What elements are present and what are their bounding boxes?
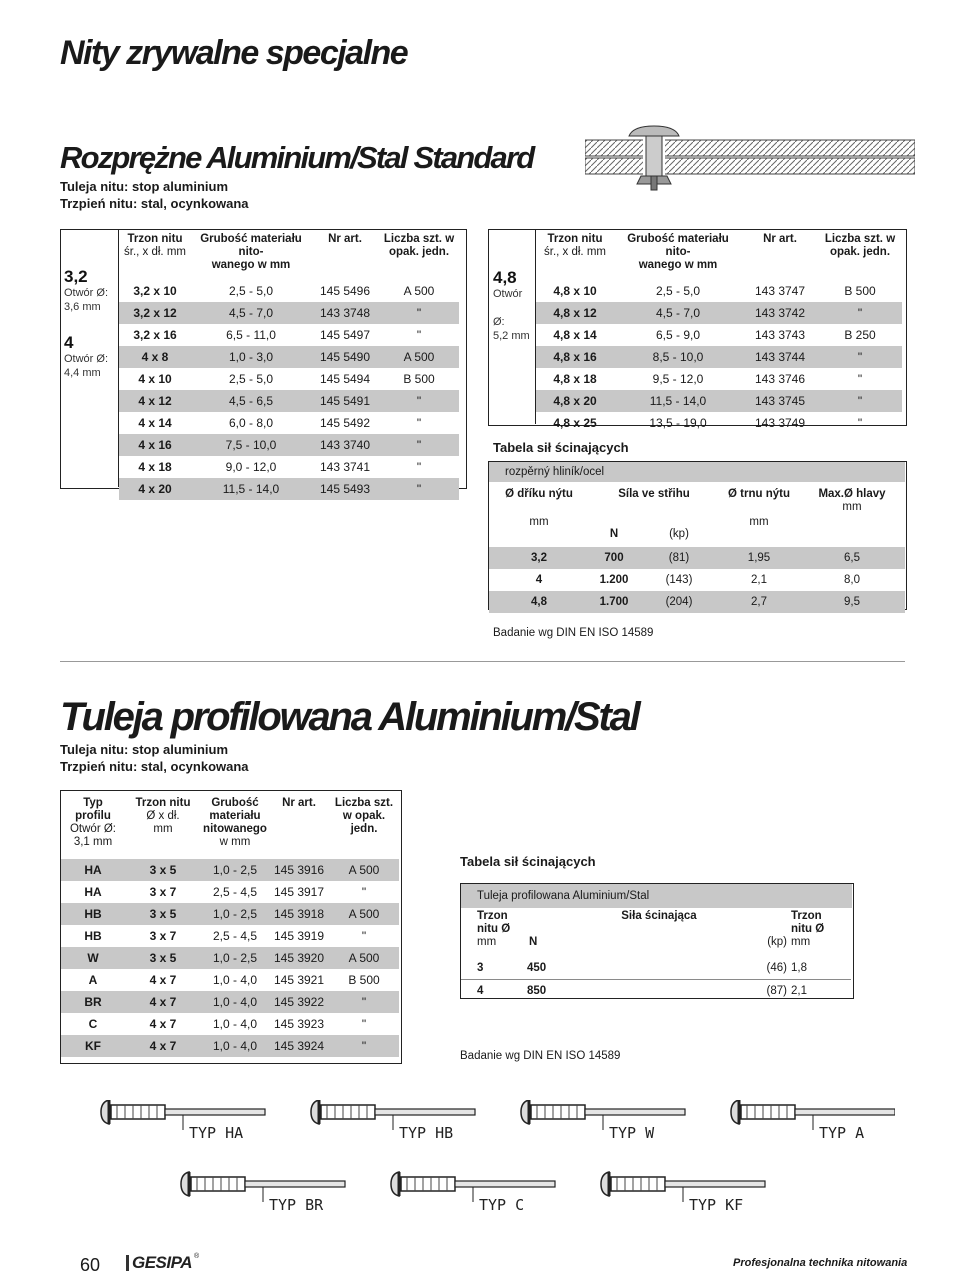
table-row: HA 3 x 5 1,0 - 2,5 145 3916 A 500	[61, 859, 399, 881]
table-row: 4,8 x 10 2,5 - 5,0 143 3747 B 500	[553, 284, 876, 298]
rivet-section-illustration	[585, 124, 915, 199]
rivet-type-label: TYP HB	[399, 1124, 454, 1142]
table-row: HB 3 x 7 2,5 - 4,5 145 3919 "	[84, 929, 367, 943]
right-table: Trzon nitu śr., x dł. mm Grubość materiału nito- wanego w mm Nr art. Liczba szt. w opak. jedn. 4,8 x 10 2,5 - 5,0 143 3747 B 500 4,8 x 12 4,5 - 7,0 143 3742 " 4,8 x 14 6,5 - 9,0 143 3743 B 250 4,8 x 16 8,5 - 10,0 143 3744 " 4,8 x 18 9,5 - 12,0 143 3746 " 4,8 x 20 11,5 - 14,0 143 3745 " 4,8 x 25 13,5 - 19,0 143 3749 "	[536, 233, 902, 434]
section-divider	[60, 661, 905, 662]
table-row: 3,2 x 10 2,5 - 5,0 145 5496 A 500	[133, 284, 435, 298]
shear2-bar: Tuleja profilowana Aluminium/Stal	[477, 890, 650, 902]
rivet-drawing	[731, 1100, 895, 1142]
col-thickness: Grubość materiału nito- wanego w mm	[200, 233, 302, 271]
col-shank: Trzon nitu śr., x dł. mm	[124, 233, 186, 258]
table-row: 3,2 x 16 6,5 - 11,0 145 5497 "	[133, 328, 422, 342]
rivet-drawing	[181, 1172, 345, 1214]
rivet-svg	[95, 1100, 895, 1235]
col-art: Nr art.	[328, 233, 362, 245]
table-row: 4 x 14 6,0 - 8,0 145 5492 "	[138, 416, 422, 430]
table-row: HA 3 x 7 2,5 - 4,5 145 3917 "	[84, 885, 367, 899]
rivet-drawing	[391, 1172, 555, 1214]
table-row: 4,8 x 16 8,5 - 10,0 143 3744 "	[536, 346, 902, 368]
gesipa-logo: GESIPA ®	[126, 1253, 196, 1273]
rivet-type-label: TYP W	[609, 1124, 655, 1142]
table-row: 4,8 x 18 9,5 - 12,0 143 3746 "	[553, 372, 863, 386]
rivet-drawing	[601, 1172, 765, 1214]
table-row: 4,8 x 25 13,5 - 19,0 143 3749 "	[553, 416, 863, 430]
shear-table-title: Tabela sił ścinających	[493, 440, 629, 455]
table-row: HB 3 x 5 1,0 - 2,5 145 3918 A 500	[61, 903, 399, 925]
section2-heading: Tuleja profilowana Aluminium/Stal	[60, 695, 639, 739]
table-row: A 4 x 7 1,0 - 4,0 145 3921 B 500	[88, 973, 380, 987]
page-title: Nity zrywalne specjalne	[60, 34, 408, 72]
left-group-3-2: 3,2 Otwór Ø: 3,6 mm	[64, 267, 109, 313]
section1-sleeve: Tuleja nitu: stop aluminium	[60, 179, 229, 194]
left-table	[119, 233, 459, 500]
shear2-title: Tabela sił ścinających	[460, 854, 596, 869]
rivet-drawing	[311, 1100, 475, 1142]
table-row: 4,8 1.700 (204) 2,7 9,5	[489, 591, 905, 613]
table-row: 4,8 x 12 4,5 - 7,0 143 3742 "	[536, 302, 902, 324]
rivet-type-label: TYP KF	[689, 1196, 744, 1214]
footer-tagline: Profesjonalna technika nitowania	[733, 1257, 908, 1269]
right-group-4-8: 4,8 Otwór Ø: 5,2 mm	[493, 268, 530, 342]
shear-material: rozpěrný hliník/ocel	[505, 466, 605, 478]
section1-mandrel: Trzpień nitu: stal, ocynkowana	[60, 196, 249, 211]
rivet-type-label: TYP HA	[189, 1124, 244, 1142]
section1-heading: Rozprężne Aluminium/Stal Standard	[60, 140, 534, 175]
section2-mandrel: Trzpień nitu: stal, ocynkowana	[60, 759, 249, 774]
rivet-type-label: TYP A	[819, 1124, 865, 1142]
table-row: 4 x 10 2,5 - 5,0 145 5494 B 500	[138, 372, 435, 386]
table-row: 3,2 x 12 4,5 - 7,0 143 3748 "	[119, 302, 459, 324]
table-row: 4 x 12 4,5 - 6,5 145 5491 "	[119, 390, 459, 412]
col-qty: Liczba szt. w opak. jedn.	[383, 233, 455, 258]
rivet-drawing	[521, 1100, 685, 1142]
rivet-drawing	[101, 1100, 265, 1142]
table-row: 4 850 (87) 2,1	[461, 980, 851, 1003]
rivet-type-label: TYP BR	[269, 1196, 324, 1214]
left-group-4: 4 Otwór Ø: 4,4 mm	[64, 333, 109, 379]
rivet-types-drawings	[95, 1100, 895, 1235]
table-row: 3 450 (46) 1,8	[477, 962, 807, 974]
table-row: 4 x 18 9,0 - 12,0 143 3741 "	[138, 460, 422, 474]
page-number: 60	[80, 1255, 101, 1275]
table-row: 4,8 x 20 11,5 - 14,0 143 3745 "	[536, 390, 902, 412]
table-row: BR 4 x 7 1,0 - 4,0 145 3922 "	[61, 991, 399, 1013]
table-row: 4 x 20 11,5 - 14,0 145 5493 "	[119, 478, 459, 500]
table-row: 4 1.200 (143) 2,1 8,0	[535, 574, 860, 586]
table-row: 4 x 16 7,5 - 10,0 143 3740 "	[119, 434, 459, 456]
shear-table: Ø dříku nýtu Síla ve střihu Ø trnu nýtu Max.Ø hlavy mm mm N (kp) mm 3,2 700 (81) 1,95 6,5 4 1.200 (143) 2,1 8,0 4,8 1.700 (204) 2,7 9,5	[489, 484, 905, 613]
shear-note: Badanie wg DIN EN ISO 14589	[493, 627, 654, 639]
table-row: 4 x 8 1,0 - 3,0 145 5490 A 500	[119, 346, 459, 368]
rivet-type-label: TYP C	[479, 1196, 525, 1214]
table-row: KF 4 x 7 1,0 - 4,0 145 3924 "	[61, 1035, 399, 1057]
shear2-table: Trzon nitu Ø mm Siła ścinająca N (kp) Trzon nitu Ø mm 3 450 (46) 1,8 4 850 (87) 2,1	[461, 910, 851, 1002]
table-row: 4,8 x 14 6,5 - 9,0 143 3743 B 250	[553, 328, 876, 342]
section2-sleeve: Tuleja nitu: stop aluminium	[60, 742, 229, 757]
shear2-note: Badanie wg DIN EN ISO 14589	[460, 1050, 621, 1062]
table-row: C 4 x 7 1,0 - 4,0 145 3923 "	[88, 1017, 367, 1031]
profile-table: Typ profilu Otwór Ø: 3,1 mm Trzon nitu Ø x dł. mm Grubość materiału nitowanego w mm Nr art. Liczba szt. w opak. jedn. HA 3 x 5 1,0 - 2,5 145 3916 A 500 HA 3 x 7 2,5 - 4,5 145 3917 " HB 3 x 5 1,0 - 2,5 145 3918 A 500 HB 3 x 7 2,5 - 4,5 145 3919 " W 3 x 5 1,0 - 2,5 145 3920 A 500 A 4 x 7 1,0 - 4,0 145 3921 B 500 BR 4 x 7 1,0 - 4,0 145 3922 " C 4 x 7 1,0 - 4,0 145 3923 " KF 4 x 7 1,0 - 4,0 145 3924 "	[61, 797, 399, 1057]
table-row: W 3 x 5 1,0 - 2,5 145 3920 A 500	[61, 947, 399, 969]
table-row: 3,2 700 (81) 1,95 6,5	[489, 547, 905, 569]
